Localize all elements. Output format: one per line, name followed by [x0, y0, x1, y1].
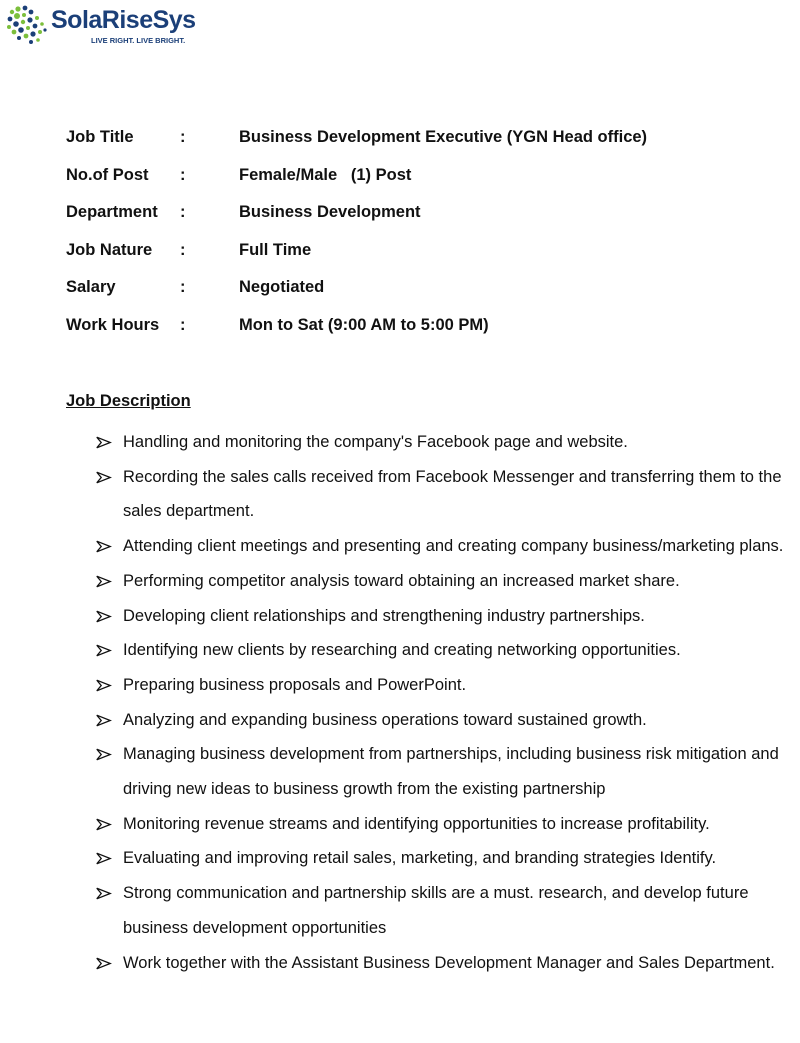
job-description-heading: Job Description [66, 392, 191, 410]
list-item-text: Analyzing and expanding business operations toward sustained growth. [123, 710, 647, 729]
job-description-list [96, 425, 786, 980]
list-item-text: Recording the sales calls received from Facebook Messenger and transferring them to the sales department. [123, 467, 782, 521]
detail-label: No.of Post [66, 165, 149, 184]
list-item [96, 460, 786, 529]
detail-row-job-nature [66, 237, 766, 275]
detail-colon: : [180, 165, 186, 184]
detail-row-work-hours [66, 312, 766, 350]
arrow-bullet-icon [96, 425, 114, 460]
list-item [96, 633, 786, 668]
list-item [96, 668, 786, 703]
arrow-bullet-icon [96, 703, 114, 738]
detail-value: Business Development [239, 203, 421, 222]
list-item [96, 876, 786, 945]
list-item [96, 946, 786, 981]
list-item [96, 737, 786, 806]
detail-value: Negotiated [239, 278, 325, 297]
sun-dots-icon [6, 4, 54, 46]
arrow-bullet-icon [96, 737, 114, 772]
list-item-text: Attending client meetings and presenting and creating company business/marketing plans. [123, 537, 784, 556]
detail-label: Department [66, 203, 158, 222]
detail-colon: : [180, 315, 186, 334]
list-item-text: Work together with the Assistant Business Development Manager and Sales Department. [123, 953, 775, 972]
detail-colon: : [180, 203, 186, 222]
detail-row-job-title [66, 124, 766, 162]
detail-value: Full Time [239, 240, 312, 259]
list-item [96, 703, 786, 738]
list-item-text: Developing client relationships and strengthening industry partnerships. [123, 606, 645, 625]
arrow-bullet-icon [96, 668, 114, 703]
detail-label: Job Title [66, 128, 134, 146]
job-details [66, 124, 766, 350]
arrow-bullet-icon [96, 807, 114, 842]
detail-label: Work Hours [66, 315, 160, 334]
logo-tagline: LIVE RIGHT. LIVE BRIGHT. [91, 36, 186, 45]
detail-value: Female/Male (1) Post [239, 165, 412, 184]
detail-value: Mon to Sat (9:00 AM to 5:00 PM) [239, 315, 489, 334]
list-item-text: Performing competitor analysis toward obtaining an increased market share. [123, 571, 680, 590]
arrow-bullet-icon [96, 946, 114, 981]
arrow-bullet-icon [96, 529, 114, 564]
list-item [96, 564, 786, 599]
list-item-text: Identifying new clients by researching and creating networking opportunities. [123, 641, 681, 660]
list-item-text: Preparing business proposals and PowerPoint. [123, 675, 467, 694]
detail-row-salary [66, 274, 766, 312]
list-item [96, 529, 786, 564]
list-item-text: Evaluating and improving retail sales, marketing, and branding strategies Identify. [123, 849, 717, 868]
arrow-bullet-icon [96, 876, 114, 911]
arrow-bullet-icon [96, 599, 114, 634]
detail-value: Business Development Executive (YGN Head office) [239, 128, 648, 146]
list-item [96, 425, 786, 460]
arrow-bullet-icon [96, 564, 114, 599]
detail-colon: : [180, 128, 186, 146]
logo-name: SolaRiseSys [51, 6, 196, 34]
list-item-text: Managing business development from partnerships, including business risk mitigation and driving new ideas to business growth from the existing partnership [123, 745, 779, 799]
company-logo [6, 4, 206, 46]
list-item-text: Strong communication and partnership skills are a must. research, and develop future business development opportunities [123, 884, 749, 937]
list-item-text: Handling and monitoring the company's Facebook page and website. [123, 433, 628, 451]
arrow-bullet-icon [96, 841, 114, 876]
list-item [96, 599, 786, 634]
list-item-text: Monitoring revenue streams and identifying opportunities to increase profitability. [123, 814, 710, 833]
detail-colon: : [180, 240, 186, 259]
list-item [96, 807, 786, 842]
detail-label: Job Nature [66, 240, 153, 259]
detail-colon: : [180, 278, 186, 297]
detail-row-no-of-post [66, 162, 766, 200]
list-item [96, 841, 786, 876]
arrow-bullet-icon [96, 633, 114, 668]
detail-label: Salary [66, 278, 116, 297]
arrow-bullet-icon [96, 460, 114, 495]
detail-row-department [66, 199, 766, 237]
